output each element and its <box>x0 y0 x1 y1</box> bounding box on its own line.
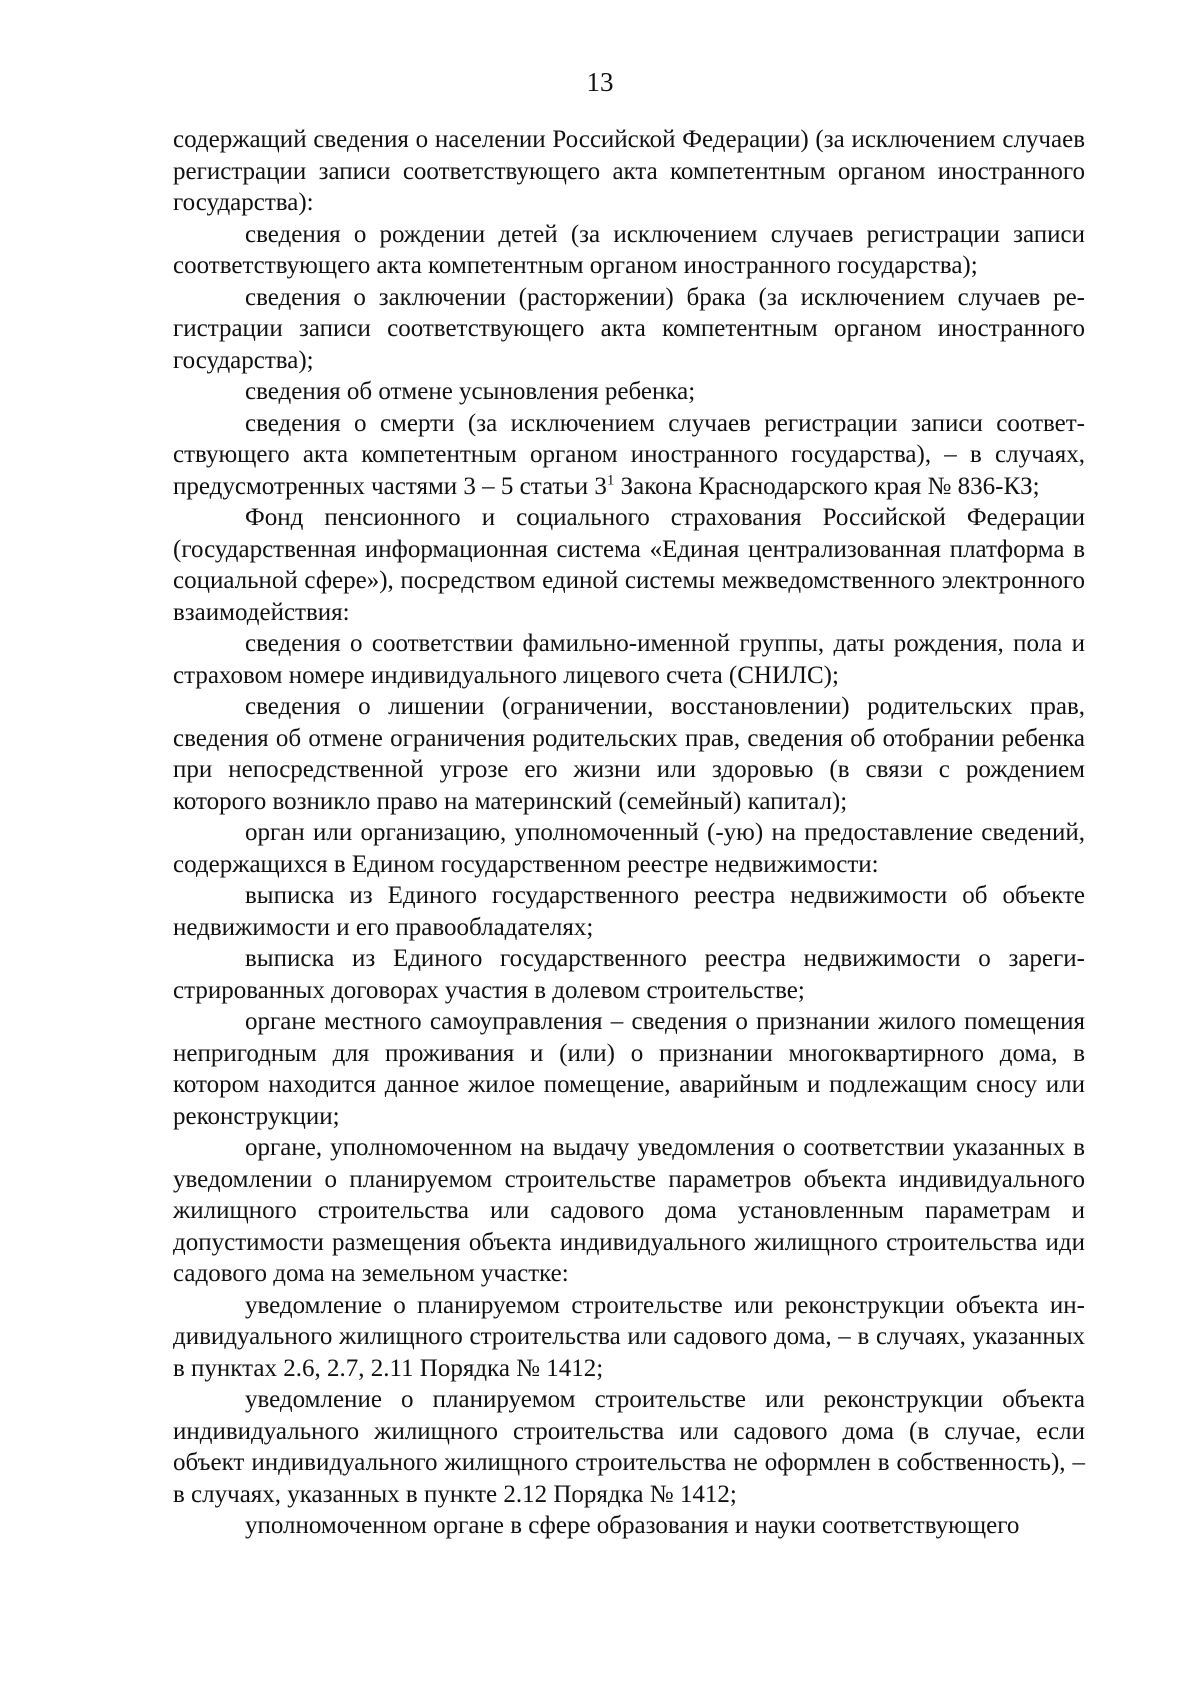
paragraph-text: уведомление о планируемом строительстве или реконструкции объекта индивидуального жилищного строительства или садового дома (в случае, если объект индивидуального жилищного строительства не оформлен в собственность), – в случаях, указанных в пункте 2.12 Порядка № 1412; <box>173 1386 1085 1508</box>
paragraph-7 <box>173 691 1085 817</box>
paragraph-text: сведения о лишении (ограничении, восстановлении) родительских прав, сведения об отмене ограничения родительских прав, сведения об отобрании ребенка при непосредственной угрозе его жизни или здоровью (в связи с рождением которого возникло право на материнский (семейный) капитал); <box>173 693 1085 815</box>
paragraph-text: сведения о соответствии фамильно-именной группы, даты рождения, пола и страховом номере индивидуального лицевого счета (СНИЛС); <box>173 630 1085 689</box>
paragraph-text: сведения о смерти (за исключением случаев регистрации записи соответствующего акта компетентным органом иностранного государства), – в случаях, предусмотренных частями 3 – 5 статьи 3 <box>173 409 1085 500</box>
paragraph-text: содержащий сведения о населении Российской Федерации) (за исключением случаев регистрации записи соответствующего акта компетентным органом иностранного государства): <box>173 126 1085 216</box>
page-number: 13 <box>586 67 614 97</box>
paragraph-1 <box>173 219 1085 282</box>
paragraph-text: сведения об отмене усыновления ребенка; <box>245 378 696 405</box>
paragraph-text: органе местного самоуправления – сведения о признании жилого помещения непригодным для проживания и (или) о признании многоквартирного дома, в котором находится данное жилое помещение, аварийным и подлежащим сносу или реконструкции; <box>173 1008 1085 1130</box>
paragraph-text: органе, уполномоченном на выдачу уведомления о соответствии указанных в уведомлении о планируемом строительстве параметров объекта индивидуального жилищного строительства или садового дома установленным параметрам и допустимости размещения объекта индивидуального жилищного строительства иди садового дома на земельном участке: <box>173 1134 1085 1287</box>
paragraph-text: сведения о рождении детей (за исключением случаев регистрации записи соответствующего акта компетентным органом иностранного государства); <box>173 220 1085 279</box>
paragraph-text: уполномоченном органе в сфере образования и науки соответствующего <box>245 1512 1020 1539</box>
paragraph-text: Фонд пенсионного и социального страхования Российской Федерации (государственная информационная система «Единая централизованная платформа в социальной сфере»), посредством единой системы межведомственного электронного взаимодействия: <box>173 504 1085 626</box>
paragraph-text: выписка из Единого государственного реестра недвижимости о зарегистрированных договорах участия в долевом строительстве; <box>173 945 1085 1004</box>
paragraph-3 <box>173 376 1085 408</box>
document-body <box>173 124 1085 1542</box>
paragraph-14 <box>173 1384 1085 1510</box>
paragraph-text: уведомление о планируемом строительстве или реконструкции объекта индивидуального жилищного строительства или садового дома, – в случаях, указанных в пунктах 2.6, 2.7, 2.11 Порядка № 1412; <box>173 1291 1085 1382</box>
paragraph-8 <box>173 817 1085 880</box>
paragraph-text: выписка из Единого государственного реестра недвижимости об объекте недвижимости и его правообладателях; <box>173 882 1085 941</box>
paragraph-2 <box>173 282 1085 377</box>
paragraph-6 <box>173 628 1085 691</box>
paragraph-12 <box>173 1132 1085 1290</box>
superscript: 1 <box>606 472 615 489</box>
paragraph-15 <box>173 1510 1085 1542</box>
paragraph-0 <box>173 124 1085 219</box>
paragraph-text: орган или организацию, уполномоченный (-ую) на предоставление сведений, содержащихся в Едином государственном реестре недвижимости: <box>173 819 1085 878</box>
paragraph-9 <box>173 880 1085 943</box>
paragraph-13 <box>173 1290 1085 1385</box>
paragraph-text: сведения о заключении (расторжении) брака (за исключением случаев регистрации записи соответствующего акта компетентным органом иностранного государства); <box>173 283 1085 374</box>
paragraph-10 <box>173 943 1085 1006</box>
paragraph-4 <box>173 408 1085 503</box>
paragraph-11 <box>173 1006 1085 1132</box>
paragraph-5 <box>173 502 1085 628</box>
paragraph-text-after: Закона Краснодарского края № 836-КЗ; <box>614 472 1040 500</box>
